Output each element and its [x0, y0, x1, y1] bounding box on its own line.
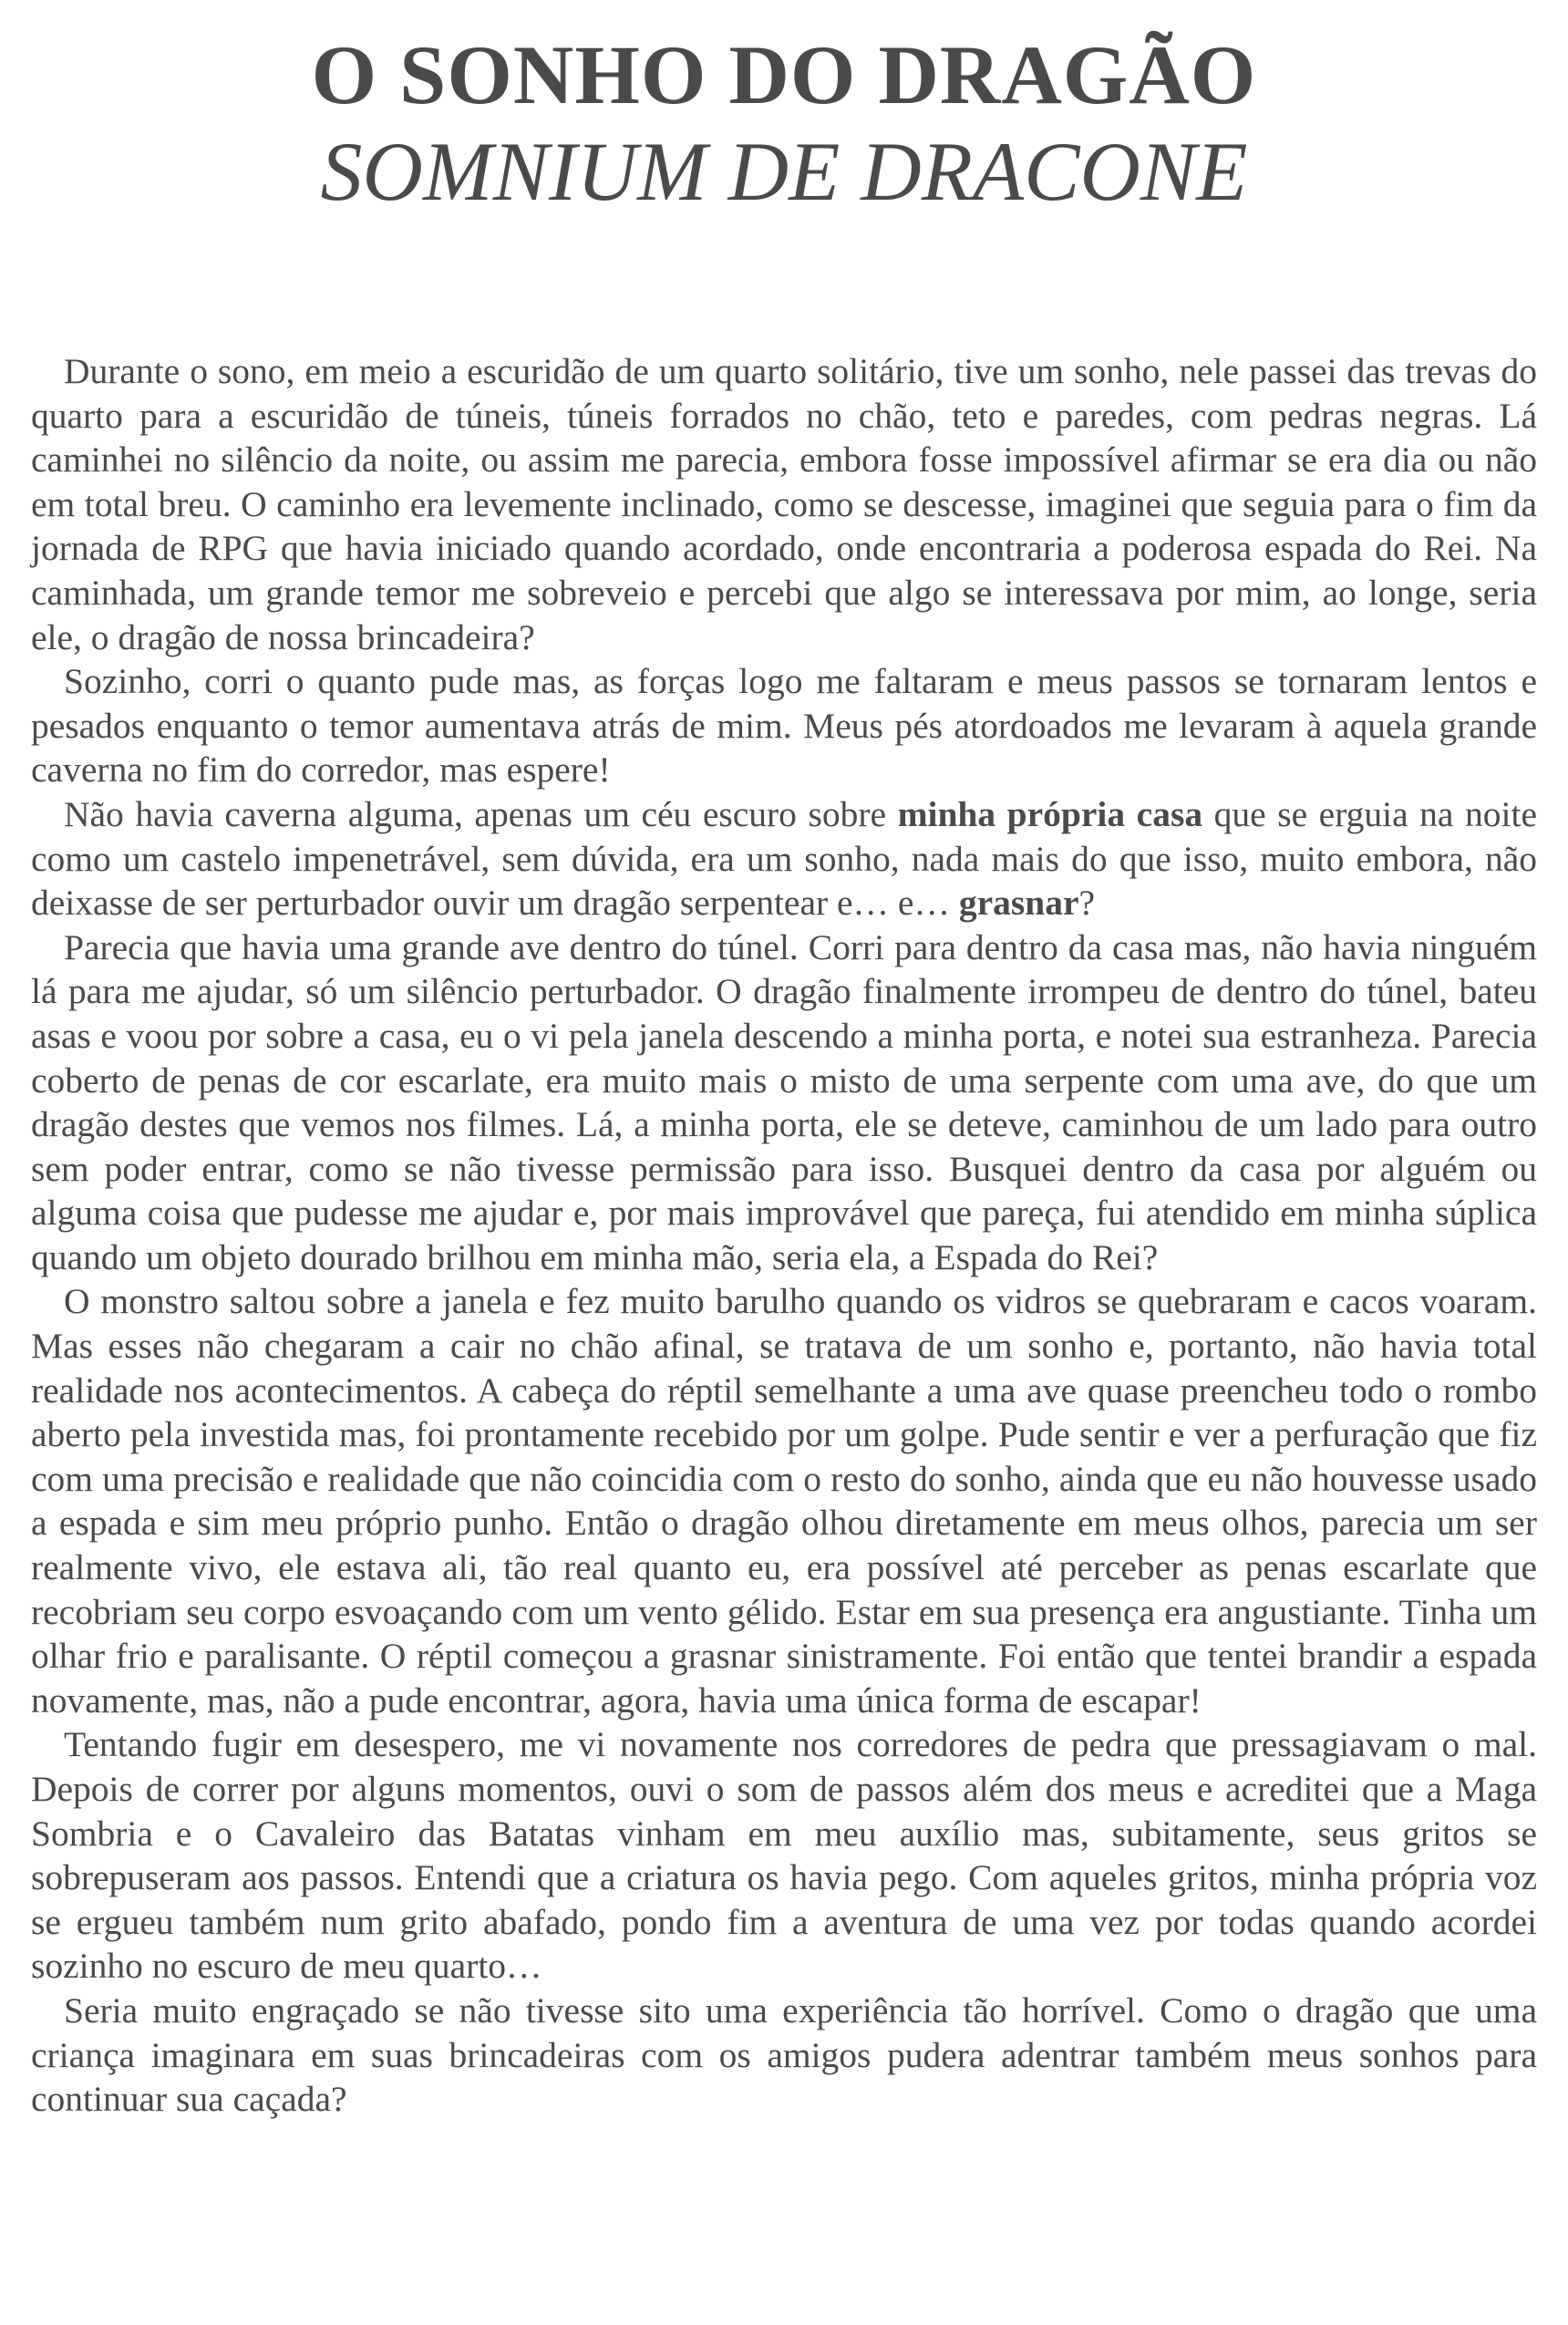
paragraph-3-text-c: ? [1078, 883, 1096, 924]
paragraph-1: Durante o sono, em meio a escuridão de um quarto solitário, tive um sonho, nele passei das trevas do quarto para a escuridão de túneis, túneis forrados no chão, teto e paredes, com pedras negras. Lá caminhei no silêncio da noite, ou assim me parecia, embora fosse impossível afirmar se era dia ou não em total breu. O caminho era levemente inclinado, como se descesse, imaginei que seguia para o fim da jornada de RPG que havia iniciado quando acordado, onde encontraria a poderosa espada do Rei. Na caminhada, um grande temor me sobreveio e percebi que algo se interessava por mim, ao longe, seria ele, o dragão de nossa brincadeira? [31, 351, 1537, 657]
paragraph-3-text-b: que se erguia na noite como um castelo impenetrável, sem dúvida, era um sonho, nada mais do que isso, muito embora, não deixasse de ser perturbador ouvir um dragão serpentear e… e… [31, 793, 1537, 924]
story-body [31, 349, 1537, 2122]
paragraph-3 [31, 792, 1537, 925]
title-block [0, 27, 1568, 221]
emphasis-squawk: grasnar [958, 883, 1079, 924]
paragraph-5: O monstro saltou sobre a janela e fez muito barulho quando os vidros se quebraram e cacos voaram. Mas esses não chegaram a cair no chão afinal, se tratava de um sonho e, portanto, não havia total realidade nos acontecimentos. A cabeça do réptil semelhante a uma ave quase preencheu todo o rombo aberto pela investida mas, foi prontamente recebido por um golpe. Pude sentir e ver a perfuração que fiz com uma precisão e realidade que não coincidia com o resto do sonho, ainda que eu não houvesse usado a espada e sim meu próprio punho. Então o dragão olhou diretamente em meus olhos, parecia um ser realmente vivo, ele estava ali, tão real quanto eu, era possível até perceber as penas escarlate que recobriam seu corpo esvoaçando com um vento gélido. Estar em sua presença era angustiante. Tinha um olhar frio e paralisante. O réptil começou a grasnar sinistramente. Foi então que tentei brandir a espada novamente, mas, não a pude encontrar, agora, havia uma única forma de escapar! [31, 1281, 1537, 1720]
paragraph-2: Sozinho, corri o quanto pude mas, as forças logo me faltaram e meus passos se tornaram lentos e pesados enquanto o temor aumentava atrás de mim. Meus pés atordoados me levaram à aquela grande caverna no fim do corredor, mas espere! [31, 661, 1537, 790]
paragraph-4: Parecia que havia uma grande ave dentro do túnel. Corri para dentro da casa mas, não havia ninguém lá para me ajudar, só um silêncio perturbador. O dragão finalmente irrompeu de dentro do túnel, bateu asas e voou por sobre a casa, eu o vi pela janela descendo a minha porta, e notei sua estranheza. Parecia coberto de penas de cor escarlate, era muito mais o misto de uma serpente com uma ave, do que um dragão destes que vemos nos filmes. Lá, a minha porta, ele se deteve, caminhou de um lado para outro sem poder entrar, como se não tivesse permissão para isso. Busquei dentro da casa por alguém ou alguma coisa que pudesse me ajudar e, por mais improvável que pareça, fui atendido em minha súplica quando um objeto dourado brilhou em minha mão, seria ela, a Espada do Rei? [31, 926, 1537, 1277]
paragraph-3-text-a: Não havia caverna alguma, apenas um céu escuro sobre [64, 793, 898, 834]
paragraph-6: Tentando fugir em desespero, me vi novamente nos corredores de pedra que pressagiavam o mal. Depois de correr por alguns momentos, ouvi o som de passos além dos meus e acreditei que a Maga Sombria e o Cavaleiro das Batatas vinham em meu auxílio mas, subitamente, seus gritos se sobrepuseram aos passos. Entendi que a criatura os havia pego. Com aqueles gritos, minha própria voz se ergueu também num grito abafado, pondo fim a aventura de uma vez por todas quando acordei sozinho no escuro de meu quarto… [31, 1724, 1537, 1987]
emphasis-own-house: minha própria casa [897, 793, 1203, 834]
paragraph-7: Seria muito engraçado se não tivesse sito uma experiência tão horrível. Como o dragão que uma criança imaginara em suas brincadeiras com os amigos pudera adentrar também meus sonhos para continuar sua caçada? [31, 1989, 1537, 2120]
page-subtitle: SOMNIUM DE DRACONE [320, 125, 1248, 218]
page-title: O SONHO DO DRAGÃO [311, 28, 1257, 121]
